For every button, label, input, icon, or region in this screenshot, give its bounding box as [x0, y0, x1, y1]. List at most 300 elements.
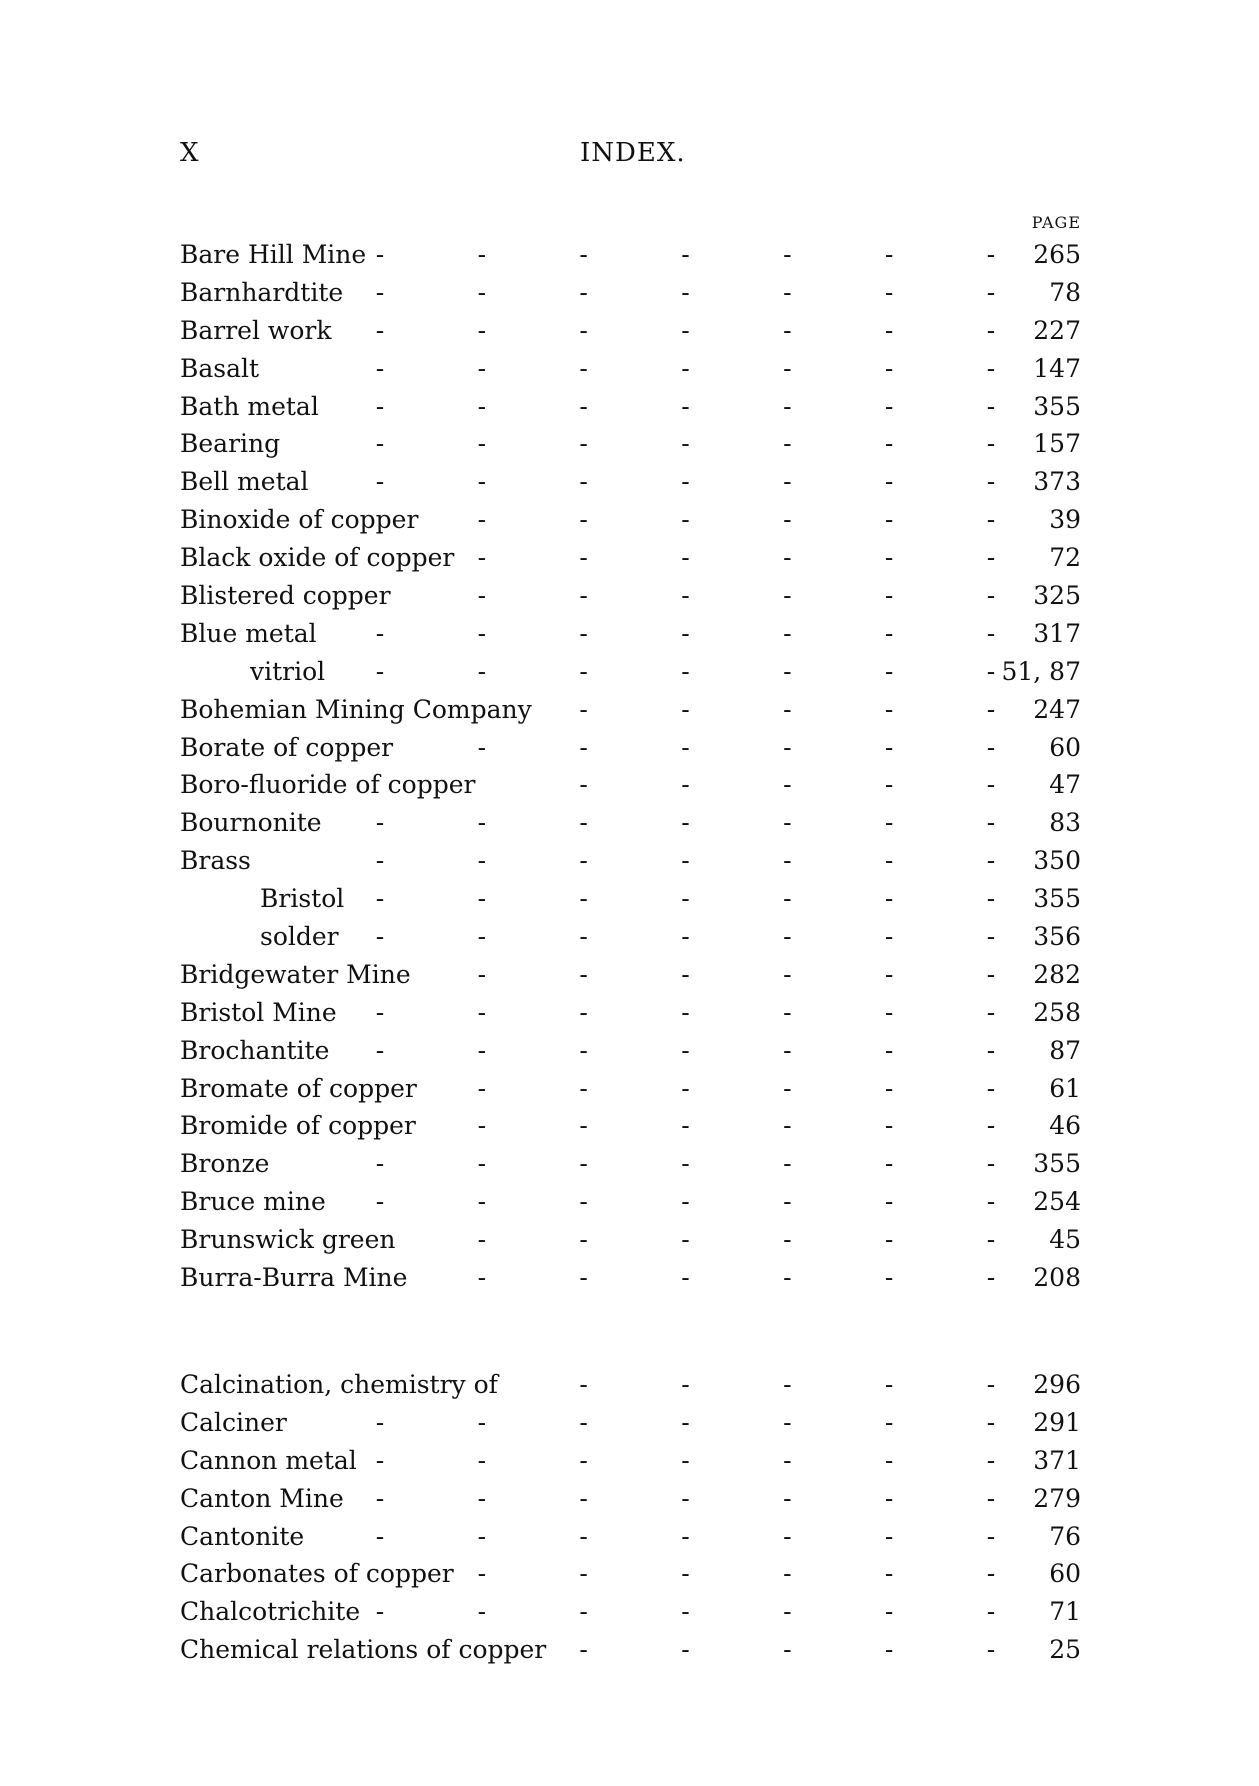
entry-label: Boro-fluoride of copper	[180, 770, 476, 800]
leader-dash: -	[579, 1225, 588, 1255]
index-entry	[180, 1032, 1081, 1070]
index-entry	[180, 539, 1081, 577]
entry-page-number: 350	[1033, 846, 1081, 876]
index-entry	[180, 1183, 1081, 1221]
leader-dash: -	[884, 1483, 894, 1513]
leader-dash: -	[375, 656, 385, 686]
leader-dash: -	[884, 505, 894, 535]
leader-dash: -	[579, 505, 588, 535]
entry-label: Binoxide of copper	[180, 505, 419, 535]
leader-dash: -	[986, 770, 996, 800]
leader-dash: -	[783, 770, 792, 800]
leader-dash: -	[783, 1597, 792, 1627]
leader-dash: -	[681, 808, 690, 838]
leader-dash: -	[986, 922, 996, 952]
leader-dash: -	[884, 277, 894, 307]
index-entry	[180, 1518, 1081, 1556]
index-entry	[180, 766, 1081, 804]
leader-dash: -	[681, 1559, 690, 1589]
leader-dash: -	[986, 1559, 996, 1589]
entry-page-number: 258	[1033, 997, 1081, 1027]
page-title: INDEX.	[580, 138, 686, 168]
entry-page-number: 325	[1033, 581, 1081, 611]
leader-dash: -	[986, 505, 996, 535]
leader-dash: -	[579, 656, 588, 686]
index-entry	[180, 994, 1081, 1032]
leader-dash: -	[681, 505, 690, 535]
leader-dash: -	[477, 467, 487, 497]
entry-page-number: 373	[1033, 467, 1081, 497]
entry-page-number: 279	[1033, 1483, 1081, 1513]
leader-dash: -	[375, 429, 385, 459]
entry-label: Blistered copper	[180, 581, 391, 611]
leader-dash: -	[579, 581, 588, 611]
leader-dash: -	[884, 1521, 894, 1551]
leader-dash: -	[375, 353, 385, 383]
leader-dash: -	[681, 846, 690, 876]
leader-dash: -	[375, 618, 385, 648]
entry-label: Cantonite	[180, 1521, 305, 1551]
leader-dash: -	[884, 1149, 894, 1179]
leader-dash: -	[375, 391, 385, 421]
leader-dash: -	[783, 391, 792, 421]
leader-dash: -	[783, 1263, 792, 1293]
leader-dash: -	[783, 846, 792, 876]
leader-dash: -	[477, 1225, 487, 1255]
leader-dash: -	[579, 1111, 588, 1141]
leader-dash: -	[681, 1597, 690, 1627]
leader-dash: -	[375, 1035, 385, 1065]
entry-label: Chalcotrichite	[180, 1597, 361, 1627]
entry-label: Bath metal	[180, 391, 319, 421]
leader-dash: -	[783, 315, 792, 345]
leader-dash: -	[579, 353, 588, 383]
leader-dash: -	[783, 732, 792, 762]
entry-label: Brass	[180, 846, 251, 876]
leader-dash: -	[579, 1407, 588, 1437]
leader-dash: -	[579, 808, 588, 838]
index-entry	[180, 577, 1081, 615]
leader-dash: -	[681, 997, 690, 1027]
leader-dash: -	[477, 1559, 487, 1589]
leader-dash: -	[579, 1635, 588, 1665]
leader-dash: -	[681, 1187, 690, 1217]
entry-page-number: 83	[1049, 808, 1081, 838]
leader-dash: -	[477, 1407, 487, 1437]
entry-label: Barnhardtite	[180, 277, 344, 307]
leader-dash: -	[986, 997, 996, 1027]
entry-label: Blue metal	[180, 618, 317, 648]
leader-dash: -	[579, 1149, 588, 1179]
entry-page-number: 371	[1033, 1445, 1081, 1475]
leader-dash: -	[681, 1035, 690, 1065]
entry-page-number: 60	[1049, 732, 1081, 762]
entry-page-number: 355	[1033, 1149, 1081, 1179]
leader-dash: -	[579, 277, 588, 307]
leader-dash: -	[681, 1521, 690, 1551]
entry-page-number: 46	[1049, 1111, 1081, 1141]
index-entry	[180, 425, 1081, 463]
entry-label: Brunswick green	[180, 1225, 396, 1255]
leader-dash: -	[884, 315, 894, 345]
leader-dash: -	[986, 1187, 996, 1217]
leader-dash: -	[986, 353, 996, 383]
leader-dash: -	[477, 959, 487, 989]
leader-dash: -	[579, 959, 588, 989]
leader-dash: -	[783, 353, 792, 383]
leader-dash: -	[884, 884, 894, 914]
leader-dash: -	[477, 391, 487, 421]
leader-dash: -	[783, 656, 792, 686]
leader-dash: -	[477, 1111, 487, 1141]
entry-label: Bristol	[260, 884, 345, 914]
leader-dash: -	[681, 429, 690, 459]
leader-dash: -	[477, 732, 487, 762]
leader-dash: -	[681, 1635, 690, 1665]
leader-dash: -	[477, 1483, 487, 1513]
leader-dash: -	[681, 240, 690, 269]
leader-dash: -	[986, 391, 996, 421]
entry-label: Bruce mine	[180, 1187, 326, 1217]
leader-dash: -	[579, 1369, 588, 1399]
entry-page-number: 355	[1033, 391, 1081, 421]
leader-dash: -	[681, 581, 690, 611]
leader-dash: -	[986, 1149, 996, 1179]
leader-dash: -	[884, 1225, 894, 1255]
leader-dash: -	[477, 884, 487, 914]
entry-label: Cannon metal	[180, 1445, 357, 1475]
leader-dash: -	[783, 467, 792, 497]
entry-page-number: 61	[1049, 1073, 1081, 1103]
entry-page-number: 45	[1049, 1225, 1081, 1255]
leader-dash: -	[783, 429, 792, 459]
leader-dash: -	[375, 884, 385, 914]
leader-dash: -	[986, 240, 996, 269]
leader-dash: -	[986, 1445, 996, 1475]
leader-dash: -	[477, 1597, 487, 1627]
index-entry	[180, 1442, 1081, 1480]
leader-dash: -	[986, 656, 996, 686]
leader-dash: -	[579, 240, 588, 269]
entry-page-number: 227	[1033, 315, 1081, 345]
entry-page-number: 87	[1049, 1035, 1081, 1065]
leader-dash: -	[884, 997, 894, 1027]
leader-dash: -	[375, 808, 385, 838]
leader-dash: -	[884, 1407, 894, 1437]
index-entry	[180, 1480, 1081, 1518]
entry-label: Calciner	[180, 1407, 287, 1437]
index-entry	[180, 918, 1081, 956]
leader-dash: -	[681, 732, 690, 762]
leader-dash: -	[477, 581, 487, 611]
index-entry	[180, 691, 1081, 729]
page-column-label: PAGE	[1031, 213, 1081, 232]
leader-dash: -	[579, 1483, 588, 1513]
leader-dash: -	[783, 1035, 792, 1065]
leader-dash: -	[986, 1225, 996, 1255]
leader-dash: -	[375, 1445, 385, 1475]
entry-page-number: 356	[1033, 922, 1081, 952]
leader-dash: -	[681, 1263, 690, 1293]
leader-dash: -	[477, 1263, 487, 1293]
leader-dash: -	[681, 694, 690, 724]
leader-dash: -	[986, 694, 996, 724]
leader-dash: -	[884, 391, 894, 421]
leader-dash: -	[884, 429, 894, 459]
leader-dash: -	[783, 1521, 792, 1551]
leader-dash: -	[783, 694, 792, 724]
leader-dash: -	[579, 732, 588, 762]
leader-dash: -	[681, 656, 690, 686]
index-entry	[180, 880, 1081, 918]
entry-page-number: 47	[1049, 770, 1081, 800]
entry-page-number: 147	[1033, 353, 1081, 383]
leader-dash: -	[783, 543, 792, 573]
leader-dash: -	[884, 543, 894, 573]
leader-dash: -	[884, 1111, 894, 1141]
leader-dash: -	[681, 1225, 690, 1255]
leader-dash: -	[884, 1369, 894, 1399]
entry-page-number: 296	[1033, 1369, 1081, 1399]
index-entry	[180, 350, 1081, 388]
entry-label: Bridgewater Mine	[180, 959, 411, 989]
leader-dash: -	[579, 467, 588, 497]
leader-dash: -	[477, 277, 487, 307]
entry-label: Black oxide of copper	[180, 543, 455, 573]
leader-dash: -	[783, 618, 792, 648]
leader-dash: -	[681, 467, 690, 497]
leader-dash: -	[579, 1187, 588, 1217]
leader-dash: -	[884, 240, 894, 269]
leader-dash: -	[884, 770, 894, 800]
leader-dash: -	[783, 240, 792, 269]
leader-dash: -	[477, 618, 487, 648]
leader-dash: -	[783, 808, 792, 838]
leader-dash: -	[579, 1263, 588, 1293]
leader-dash: -	[783, 922, 792, 952]
leader-dash: -	[681, 1111, 690, 1141]
index-entry	[180, 388, 1081, 426]
leader-dash: -	[375, 922, 385, 952]
index-entry	[180, 842, 1081, 880]
leader-dash: -	[884, 1445, 894, 1475]
leader-dash: -	[783, 959, 792, 989]
leader-dash: -	[477, 429, 487, 459]
leader-dash: -	[681, 1073, 690, 1103]
leader-dash: -	[579, 1559, 588, 1589]
leader-dash: -	[783, 581, 792, 611]
entry-page-number: 355	[1033, 884, 1081, 914]
leader-dash: -	[579, 1073, 588, 1103]
entry-label: Brochantite	[180, 1035, 330, 1065]
index-entry	[180, 501, 1081, 539]
index-entry	[180, 1366, 1081, 1404]
index-entry	[180, 1145, 1081, 1183]
index-entry	[180, 1107, 1081, 1145]
leader-dash: -	[375, 1149, 385, 1179]
leader-dash: -	[579, 1035, 588, 1065]
leader-dash: -	[884, 1635, 894, 1665]
leader-dash: -	[477, 543, 487, 573]
leader-dash: -	[477, 1073, 487, 1103]
entry-label: Canton Mine	[180, 1483, 344, 1513]
leader-dash: -	[477, 922, 487, 952]
leader-dash: -	[783, 1187, 792, 1217]
leader-dash: -	[884, 922, 894, 952]
leader-dash: -	[884, 846, 894, 876]
entry-label: Bare Hill Mine	[180, 240, 367, 269]
leader-dash: -	[579, 391, 588, 421]
leader-dash: -	[986, 1597, 996, 1627]
entry-page-number: 157	[1033, 429, 1081, 459]
leader-dash: -	[884, 1263, 894, 1293]
leader-dash: -	[477, 1187, 487, 1217]
leader-dash: -	[884, 694, 894, 724]
leader-dash: -	[375, 1407, 385, 1437]
entry-label: solder	[260, 922, 339, 952]
leader-dash: -	[375, 1521, 385, 1551]
entry-label: Carbonates of copper	[180, 1559, 454, 1589]
leader-dash: -	[375, 846, 385, 876]
index-entries	[180, 236, 1081, 1669]
leader-dash: -	[579, 429, 588, 459]
entry-label: Burra-Burra Mine	[180, 1263, 408, 1293]
leader-dash: -	[986, 884, 996, 914]
entry-page-number: 71	[1049, 1597, 1081, 1627]
leader-dash: -	[783, 277, 792, 307]
index-entry	[180, 236, 1081, 274]
index-entry	[180, 729, 1081, 767]
entry-page-number: 25	[1049, 1635, 1081, 1665]
entry-page-number: 265	[1033, 240, 1081, 269]
leader-dash: -	[986, 808, 996, 838]
index-entry	[180, 1593, 1081, 1631]
folio: X	[180, 138, 199, 168]
index-entry	[180, 1404, 1081, 1442]
leader-dash: -	[477, 1521, 487, 1551]
leader-dash: -	[681, 353, 690, 383]
leader-dash: -	[579, 1445, 588, 1475]
leader-dash: -	[783, 505, 792, 535]
entry-page-number: 39	[1049, 505, 1081, 535]
leader-dash: -	[783, 997, 792, 1027]
leader-dash: -	[884, 808, 894, 838]
leader-dash: -	[986, 315, 996, 345]
entry-page-number: 291	[1033, 1407, 1081, 1437]
index-entry	[180, 1070, 1081, 1108]
leader-dash: -	[783, 1149, 792, 1179]
leader-dash: -	[986, 1111, 996, 1141]
leader-dash: -	[375, 997, 385, 1027]
leader-dash: -	[884, 467, 894, 497]
leader-dash: -	[579, 1521, 588, 1551]
index-entry	[180, 653, 1081, 691]
leader-dash: -	[884, 1035, 894, 1065]
leader-dash: -	[681, 770, 690, 800]
entry-page-number: 60	[1049, 1559, 1081, 1589]
leader-dash: -	[681, 959, 690, 989]
leader-dash: -	[477, 1035, 487, 1065]
leader-dash: -	[783, 1369, 792, 1399]
leader-dash: -	[783, 1483, 792, 1513]
leader-dash: -	[579, 846, 588, 876]
leader-dash: -	[986, 1521, 996, 1551]
leader-dash: -	[681, 618, 690, 648]
leader-dash: -	[375, 240, 385, 269]
running-head	[180, 138, 1080, 178]
leader-dash: -	[884, 1073, 894, 1103]
entry-page-number: 247	[1033, 694, 1081, 724]
leader-dash: -	[783, 1635, 792, 1665]
leader-dash: -	[783, 1445, 792, 1475]
leader-dash: -	[375, 277, 385, 307]
leader-dash: -	[681, 543, 690, 573]
leader-dash: -	[986, 1483, 996, 1513]
entry-label: Bromide of copper	[180, 1111, 416, 1141]
leader-dash: -	[986, 543, 996, 573]
entry-page-number: 51, 87	[1001, 656, 1081, 686]
leader-dash: -	[477, 846, 487, 876]
leader-dash: -	[579, 1597, 588, 1627]
leader-dash: -	[477, 1149, 487, 1179]
leader-dash: -	[783, 1073, 792, 1103]
leader-dash: -	[884, 618, 894, 648]
leader-dash: -	[579, 770, 588, 800]
leader-dash: -	[681, 1407, 690, 1437]
leader-dash: -	[375, 1483, 385, 1513]
leader-dash: -	[681, 391, 690, 421]
leader-dash: -	[681, 1149, 690, 1179]
entry-page-number: 72	[1049, 543, 1081, 573]
leader-dash: -	[783, 1225, 792, 1255]
leader-dash: -	[477, 353, 487, 383]
leader-dash: -	[986, 959, 996, 989]
leader-dash: -	[783, 884, 792, 914]
leader-dash: -	[884, 959, 894, 989]
leader-dash: -	[986, 1635, 996, 1665]
leader-dash: -	[579, 543, 588, 573]
index-entry	[180, 615, 1081, 653]
entry-label: Borate of copper	[180, 732, 394, 762]
entry-page-number: 76	[1049, 1521, 1081, 1551]
leader-dash: -	[783, 1559, 792, 1589]
entry-label: Bromate of copper	[180, 1073, 417, 1103]
leader-dash: -	[579, 618, 588, 648]
leader-dash: -	[986, 467, 996, 497]
leader-dash: -	[986, 846, 996, 876]
leader-dash: -	[375, 1187, 385, 1217]
leader-dash: -	[986, 1407, 996, 1437]
leader-dash: -	[884, 581, 894, 611]
leader-dash: -	[986, 581, 996, 611]
leader-dash: -	[884, 1559, 894, 1589]
entry-page-number: 282	[1033, 959, 1081, 989]
index-entry	[180, 1259, 1081, 1297]
entry-label: Bronze	[180, 1149, 270, 1179]
leader-dash: -	[884, 353, 894, 383]
leader-dash: -	[681, 1445, 690, 1475]
entry-label: Bohemian Mining Company	[180, 694, 532, 724]
entry-label: Basalt	[180, 353, 260, 383]
index-entry	[180, 956, 1081, 994]
leader-dash: -	[986, 618, 996, 648]
leader-dash: -	[986, 1035, 996, 1065]
leader-dash: -	[986, 1073, 996, 1103]
leader-dash: -	[579, 315, 588, 345]
leader-dash: -	[681, 277, 690, 307]
leader-dash: -	[579, 922, 588, 952]
index-entry	[180, 1631, 1081, 1669]
